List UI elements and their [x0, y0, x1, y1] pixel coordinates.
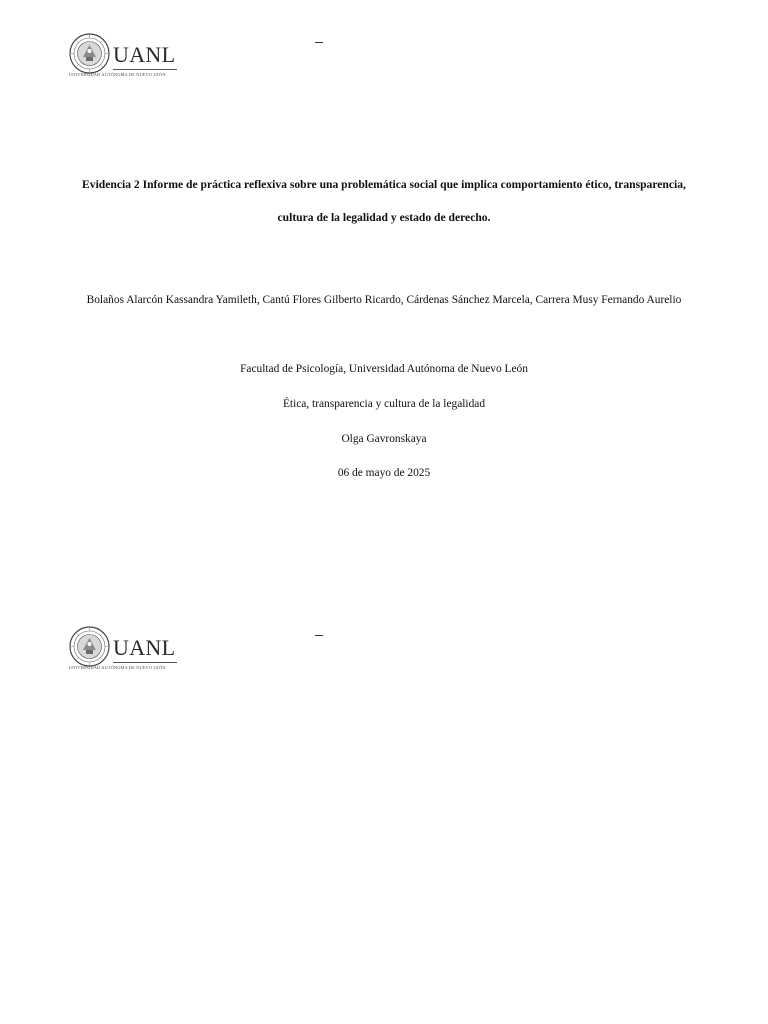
- header-mark: [315, 635, 323, 636]
- university-seal-icon: [69, 626, 110, 667]
- teacher-name: Olga Gavronskaya: [341, 433, 427, 445]
- logo-wordmark: UANL: [113, 635, 176, 660]
- uanl-logo-page-2: [69, 626, 181, 674]
- course-name: Ética, transparencia y cultura de la legalidad: [282, 398, 486, 410]
- faculty: Facultad de Psicología, Universidad Autónoma de Nuevo León: [240, 363, 528, 375]
- logo-wordmark: UANL: [113, 42, 176, 67]
- document-title: [60, 168, 708, 234]
- title-line-2: cultura de la legalidad y estado de derecho.: [277, 211, 491, 224]
- authors: Bolaños Alarcón Kassandra Yamileth, Cantú Flores Gilberto Ricardo, Cárdenas Sánchez Marcela, Carrera Musy Fernando Aurelio: [86, 294, 682, 306]
- logo-subtitle: UNIVERSIDAD AUTÓNOMA DE NUEVO LEÓN: [69, 72, 166, 77]
- logo-divider: [113, 69, 177, 70]
- logo-divider: [113, 662, 177, 663]
- university-seal-icon: [69, 33, 110, 74]
- logo-subtitle: UNIVERSIDAD AUTÓNOMA DE NUEVO LEÓN: [69, 665, 166, 670]
- title-line-1: Evidencia 2 Informe de práctica reflexiva sobre una problemática social que implica comportamiento ético, transparencia,: [82, 178, 686, 191]
- document-date: 06 de mayo de 2025: [337, 467, 431, 479]
- uanl-logo: [69, 33, 181, 81]
- header-mark: [315, 42, 323, 43]
